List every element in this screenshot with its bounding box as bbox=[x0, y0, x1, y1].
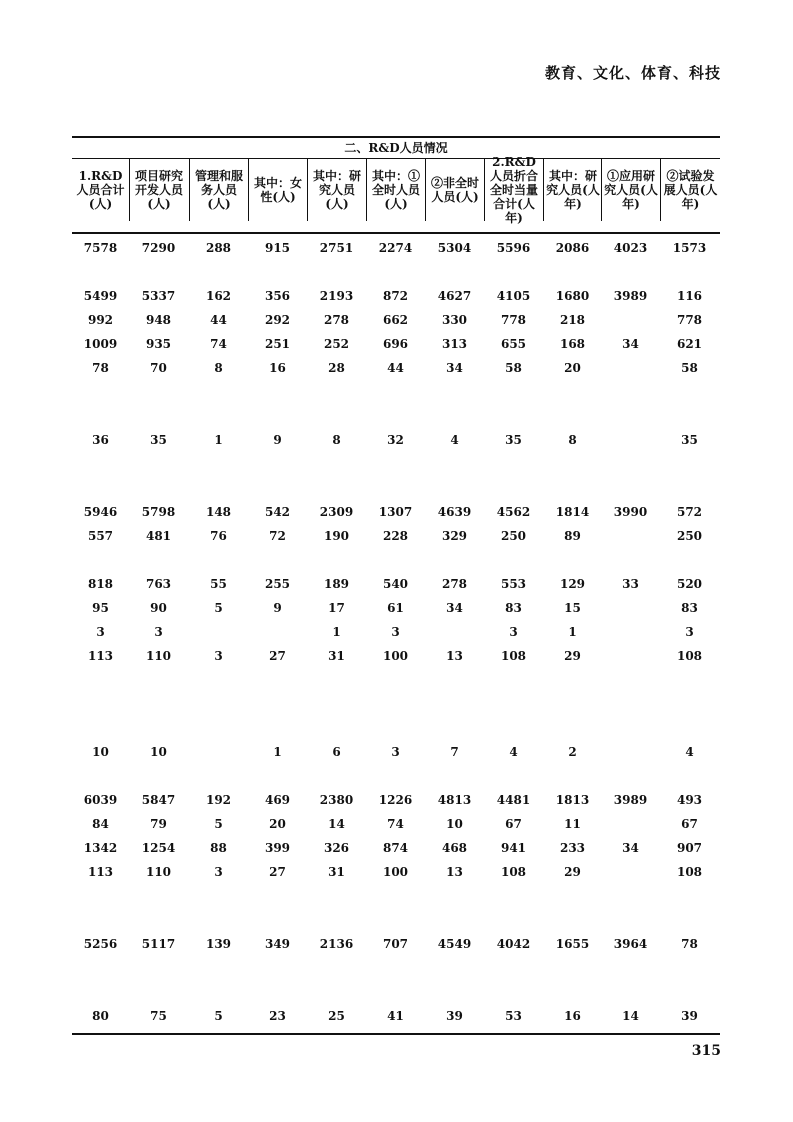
table-cell: 872 bbox=[382, 289, 409, 303]
column-header: 管理和服务人员(人) bbox=[189, 159, 248, 221]
table-cell: 292 bbox=[264, 313, 291, 327]
table-cell: 329 bbox=[441, 529, 468, 543]
table-row bbox=[72, 432, 720, 448]
table-cell: 39 bbox=[446, 1009, 463, 1023]
table-cell: 356 bbox=[264, 289, 291, 303]
table-row bbox=[72, 792, 720, 808]
table-cell: 192 bbox=[205, 793, 232, 807]
table-cell: 17 bbox=[328, 601, 345, 615]
table-row bbox=[72, 744, 720, 760]
table-cell: 58 bbox=[681, 361, 698, 375]
table-cell: 278 bbox=[323, 313, 350, 327]
table-cell: 76 bbox=[210, 529, 227, 543]
table-row bbox=[72, 816, 720, 832]
table-cell: 16 bbox=[269, 361, 286, 375]
table-cell: 553 bbox=[500, 577, 527, 591]
table-cell: 168 bbox=[559, 337, 586, 351]
table-cell: 29 bbox=[564, 865, 581, 879]
table-row bbox=[72, 336, 720, 352]
table-cell: 326 bbox=[323, 841, 350, 855]
table-cell: 4562 bbox=[496, 505, 531, 519]
table-cell: 36 bbox=[92, 433, 109, 447]
table-cell: 190 bbox=[323, 529, 350, 543]
table-cell: 116 bbox=[676, 289, 703, 303]
table-cell: 542 bbox=[264, 505, 291, 519]
table-cell: 540 bbox=[382, 577, 409, 591]
table-cell: 3989 bbox=[613, 289, 648, 303]
table-cell: 72 bbox=[269, 529, 286, 543]
table-cell: 468 bbox=[441, 841, 468, 855]
table-cell: 74 bbox=[210, 337, 227, 351]
table-cell: 696 bbox=[382, 337, 409, 351]
table-cell: 399 bbox=[264, 841, 291, 855]
table-cell: 14 bbox=[622, 1009, 639, 1023]
column-header: 1.R&D人员合计(人) bbox=[76, 169, 125, 211]
table-cell: 100 bbox=[382, 865, 409, 879]
table-cell: 13 bbox=[446, 649, 463, 663]
table-cell: 778 bbox=[676, 313, 703, 327]
table-cell: 41 bbox=[387, 1009, 404, 1023]
table-cell: 3 bbox=[214, 865, 223, 879]
table-cell: 572 bbox=[676, 505, 703, 519]
table-cell: 34 bbox=[446, 601, 463, 615]
table-cell: 67 bbox=[681, 817, 698, 831]
table-cell: 28 bbox=[328, 361, 345, 375]
table-cell: 110 bbox=[145, 649, 172, 663]
table-row bbox=[72, 240, 720, 256]
table-cell: 10 bbox=[150, 745, 167, 759]
table-cell: 108 bbox=[500, 649, 527, 663]
table-cell: 481 bbox=[145, 529, 172, 543]
table-cell: 1307 bbox=[378, 505, 413, 519]
table-cell bbox=[601, 600, 660, 616]
table-cell: 44 bbox=[210, 313, 227, 327]
table-cell: 78 bbox=[92, 361, 109, 375]
table-cell bbox=[601, 744, 660, 760]
table-cell: 4639 bbox=[437, 505, 472, 519]
table-cell: 557 bbox=[87, 529, 114, 543]
table-cell: 1 bbox=[568, 625, 577, 639]
table-cell: 1009 bbox=[83, 337, 118, 351]
table-cell: 5337 bbox=[141, 289, 176, 303]
table-cell: 8 bbox=[332, 433, 341, 447]
table-cell: 6 bbox=[332, 745, 341, 759]
table-cell: 162 bbox=[205, 289, 232, 303]
table-cell bbox=[601, 864, 660, 880]
table-cell: 25 bbox=[328, 1009, 345, 1023]
section-title: 二、R&D人员情况 bbox=[344, 141, 448, 155]
table-cell: 27 bbox=[269, 649, 286, 663]
table-cell: 8 bbox=[214, 361, 223, 375]
table-cell: 53 bbox=[505, 1009, 522, 1023]
table-cell: 2751 bbox=[319, 241, 354, 255]
table-cell: 228 bbox=[382, 529, 409, 543]
table-cell bbox=[248, 624, 307, 640]
table-cell: 3 bbox=[214, 649, 223, 663]
table-cell: 874 bbox=[382, 841, 409, 855]
table-cell bbox=[425, 624, 484, 640]
table-cell: 74 bbox=[387, 817, 404, 831]
running-header: 教育、文化、体育、科技 bbox=[544, 64, 721, 82]
table-cell: 29 bbox=[564, 649, 581, 663]
table-cell: 941 bbox=[500, 841, 527, 855]
table-cell: 469 bbox=[264, 793, 291, 807]
table-cell: 2309 bbox=[319, 505, 354, 519]
table-cell: 5 bbox=[214, 817, 223, 831]
table-cell bbox=[601, 312, 660, 328]
table-cell: 493 bbox=[676, 793, 703, 807]
table-row bbox=[72, 312, 720, 328]
table-cell: 288 bbox=[205, 241, 232, 255]
table-cell bbox=[601, 432, 660, 448]
table-cell: 3 bbox=[96, 625, 105, 639]
table-cell: 5798 bbox=[141, 505, 176, 519]
table-cell: 11 bbox=[564, 817, 581, 831]
table-cell: 1 bbox=[214, 433, 223, 447]
table-cell: 34 bbox=[622, 841, 639, 855]
table-cell: 4023 bbox=[613, 241, 648, 255]
table-cell: 108 bbox=[500, 865, 527, 879]
table-cell: 1813 bbox=[555, 793, 590, 807]
table-cell: 4549 bbox=[437, 937, 472, 951]
table-cell: 662 bbox=[382, 313, 409, 327]
table-cell: 32 bbox=[387, 433, 404, 447]
table-cell: 31 bbox=[328, 649, 345, 663]
table-cell bbox=[601, 360, 660, 376]
table-cell: 139 bbox=[205, 937, 232, 951]
table-cell: 349 bbox=[264, 937, 291, 951]
table-cell: 250 bbox=[676, 529, 703, 543]
table-row bbox=[72, 864, 720, 880]
table-cell: 70 bbox=[150, 361, 167, 375]
table-cell: 35 bbox=[505, 433, 522, 447]
table-cell bbox=[601, 648, 660, 664]
table-cell: 67 bbox=[505, 817, 522, 831]
table-cell: 110 bbox=[145, 865, 172, 879]
table-cell: 20 bbox=[269, 817, 286, 831]
table-cell: 189 bbox=[323, 577, 350, 591]
column-header: 其中：①全时人员(人) bbox=[366, 159, 425, 221]
table-cell: 251 bbox=[264, 337, 291, 351]
table-cell: 5256 bbox=[83, 937, 118, 951]
table-cell: 707 bbox=[382, 937, 409, 951]
column-header: 其中：研究人员(人) bbox=[307, 159, 366, 221]
table-cell: 34 bbox=[622, 337, 639, 351]
table-cell: 83 bbox=[505, 601, 522, 615]
table-cell: 1342 bbox=[83, 841, 118, 855]
table-cell: 9 bbox=[273, 433, 282, 447]
table-cell: 4105 bbox=[496, 289, 531, 303]
table-cell: 79 bbox=[150, 817, 167, 831]
table-cell: 4627 bbox=[437, 289, 472, 303]
table-cell: 4042 bbox=[496, 937, 531, 951]
table-cell: 34 bbox=[446, 361, 463, 375]
table-bottom-rule bbox=[72, 1033, 720, 1035]
table-cell: 255 bbox=[264, 577, 291, 591]
table-cell bbox=[189, 744, 248, 760]
column-header: ①应用研究人员(人年) bbox=[601, 159, 660, 221]
table-cell: 10 bbox=[92, 745, 109, 759]
table-cell: 3 bbox=[391, 625, 400, 639]
table-cell: 113 bbox=[87, 649, 114, 663]
table-cell: 8 bbox=[568, 433, 577, 447]
table-cell: 218 bbox=[559, 313, 586, 327]
table-cell: 1 bbox=[273, 745, 282, 759]
table-cell: 6039 bbox=[83, 793, 118, 807]
table-cell: 655 bbox=[500, 337, 527, 351]
column-header: 2.R&D人员折合全时当量合计(人年) bbox=[484, 159, 543, 221]
table-cell: 108 bbox=[676, 649, 703, 663]
table-cell: 3990 bbox=[613, 505, 648, 519]
table-row bbox=[72, 576, 720, 592]
table-cell: 278 bbox=[441, 577, 468, 591]
table-cell: 90 bbox=[150, 601, 167, 615]
table-cell: 84 bbox=[92, 817, 109, 831]
table-cell: 95 bbox=[92, 601, 109, 615]
table-cell: 14 bbox=[328, 817, 345, 831]
table-cell: 100 bbox=[382, 649, 409, 663]
table-cell: 2086 bbox=[555, 241, 590, 255]
table-cell: 27 bbox=[269, 865, 286, 879]
table-cell: 33 bbox=[622, 577, 639, 591]
table-row bbox=[72, 288, 720, 304]
table-row bbox=[72, 936, 720, 952]
header-bottom-rule bbox=[72, 232, 720, 234]
table-cell: 108 bbox=[676, 865, 703, 879]
table-cell: 148 bbox=[205, 505, 232, 519]
table-cell: 330 bbox=[441, 313, 468, 327]
table-cell: 23 bbox=[269, 1009, 286, 1023]
table-cell: 5117 bbox=[141, 937, 176, 951]
table-cell: 78 bbox=[681, 937, 698, 951]
table-cell: 5847 bbox=[141, 793, 176, 807]
table-cell: 4481 bbox=[496, 793, 531, 807]
table-top-rule bbox=[72, 136, 720, 138]
table-cell: 5499 bbox=[83, 289, 118, 303]
table-cell: 3 bbox=[154, 625, 163, 639]
column-header: 其中：研究人员(人年) bbox=[543, 159, 602, 221]
table-cell: 2380 bbox=[319, 793, 354, 807]
table-cell: 3 bbox=[509, 625, 518, 639]
table-cell: 20 bbox=[564, 361, 581, 375]
table-cell: 3964 bbox=[613, 937, 648, 951]
table-cell: 3989 bbox=[613, 793, 648, 807]
table-cell: 2 bbox=[568, 745, 577, 759]
table-cell bbox=[601, 624, 660, 640]
table-cell: 44 bbox=[387, 361, 404, 375]
table-row bbox=[72, 528, 720, 544]
table-cell: 948 bbox=[145, 313, 172, 327]
column-header: 项目研究开发人员(人) bbox=[129, 159, 188, 221]
table-cell bbox=[601, 816, 660, 832]
column-header: ②非全时人员(人) bbox=[425, 159, 484, 221]
table-cell: 5946 bbox=[83, 505, 118, 519]
table-cell: 80 bbox=[92, 1009, 109, 1023]
table-cell: 250 bbox=[500, 529, 527, 543]
table-cell: 35 bbox=[150, 433, 167, 447]
table-cell: 935 bbox=[145, 337, 172, 351]
table-cell: 58 bbox=[505, 361, 522, 375]
table-cell bbox=[189, 624, 248, 640]
table-cell: 7290 bbox=[141, 241, 176, 255]
table-cell: 4813 bbox=[437, 793, 472, 807]
table-cell: 2136 bbox=[319, 937, 354, 951]
table-cell: 9 bbox=[273, 601, 282, 615]
table-cell: 35 bbox=[681, 433, 698, 447]
table-cell: 992 bbox=[87, 313, 114, 327]
table-cell: 4 bbox=[509, 745, 518, 759]
table-cell: 88 bbox=[210, 841, 227, 855]
table-cell: 233 bbox=[559, 841, 586, 855]
table-cell: 39 bbox=[681, 1009, 698, 1023]
table-cell: 5 bbox=[214, 1009, 223, 1023]
table-cell: 75 bbox=[150, 1009, 167, 1023]
table-cell: 1655 bbox=[555, 937, 590, 951]
table-row bbox=[72, 840, 720, 856]
table-cell: 763 bbox=[145, 577, 172, 591]
table-cell: 313 bbox=[441, 337, 468, 351]
table-cell: 61 bbox=[387, 601, 404, 615]
table-row bbox=[72, 624, 720, 640]
table-row bbox=[72, 360, 720, 376]
table-row bbox=[72, 600, 720, 616]
table-cell: 129 bbox=[559, 577, 586, 591]
table-cell: 3 bbox=[685, 625, 694, 639]
table-cell: 621 bbox=[676, 337, 703, 351]
column-header: ②试验发展人员(人年) bbox=[660, 159, 720, 221]
table-cell: 2193 bbox=[319, 289, 354, 303]
table-cell: 1254 bbox=[141, 841, 176, 855]
table-cell: 16 bbox=[564, 1009, 581, 1023]
page-number: 315 bbox=[691, 1043, 721, 1059]
table-cell: 113 bbox=[87, 865, 114, 879]
table-cell: 907 bbox=[676, 841, 703, 855]
table-row bbox=[72, 1008, 720, 1024]
table-cell: 4 bbox=[450, 433, 459, 447]
table-row bbox=[72, 648, 720, 664]
table-cell: 1226 bbox=[378, 793, 413, 807]
table-cell: 31 bbox=[328, 865, 345, 879]
table-cell: 10 bbox=[446, 817, 463, 831]
table-cell: 1680 bbox=[555, 289, 590, 303]
table-cell: 89 bbox=[564, 529, 581, 543]
table-cell: 818 bbox=[87, 577, 114, 591]
table-cell: 1573 bbox=[672, 241, 707, 255]
table-cell: 1 bbox=[332, 625, 341, 639]
table-cell: 15 bbox=[564, 601, 581, 615]
table-cell: 252 bbox=[323, 337, 350, 351]
table-cell: 520 bbox=[676, 577, 703, 591]
table-cell: 778 bbox=[500, 313, 527, 327]
table-cell: 13 bbox=[446, 865, 463, 879]
table-cell: 1814 bbox=[555, 505, 590, 519]
table-cell: 83 bbox=[681, 601, 698, 615]
table-cell: 7578 bbox=[83, 241, 118, 255]
table-cell: 4 bbox=[685, 745, 694, 759]
table-cell: 5596 bbox=[496, 241, 531, 255]
table-cell: 5 bbox=[214, 601, 223, 615]
table-cell: 915 bbox=[264, 241, 291, 255]
column-header: 其中：女性(人) bbox=[248, 159, 307, 221]
table-row bbox=[72, 504, 720, 520]
table-cell: 55 bbox=[210, 577, 227, 591]
table-cell: 7 bbox=[450, 745, 459, 759]
table-cell: 5304 bbox=[437, 241, 472, 255]
table-cell: 3 bbox=[391, 745, 400, 759]
table-cell: 2274 bbox=[378, 241, 413, 255]
table-cell bbox=[601, 528, 660, 544]
